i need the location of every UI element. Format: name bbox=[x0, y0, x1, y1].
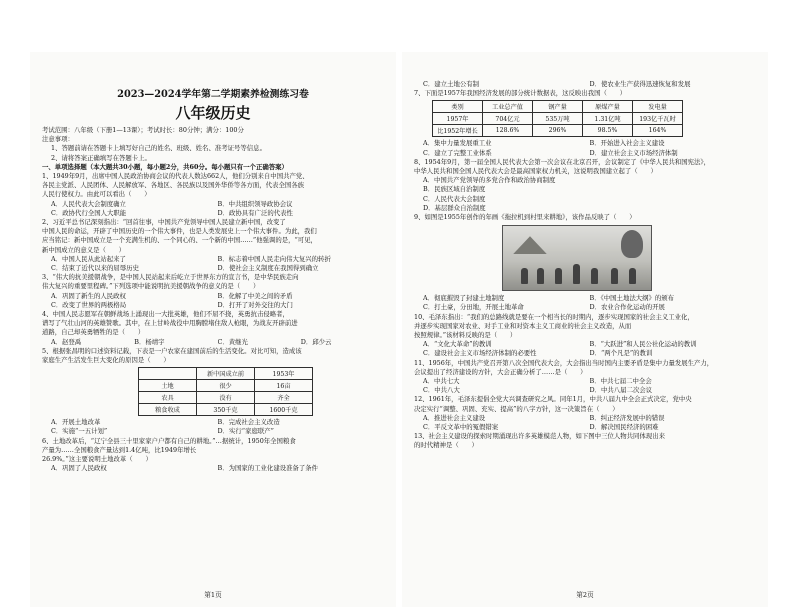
question-line: 3、“伟大的抗美援朝战争，是中国人民站起来后屹立于世界东方的宣言书，是中华民族走向 bbox=[42, 273, 299, 282]
question-line: 1、1949年9月，出席中国人民政治协商会议的代表人数达662人，他们分别来自中国共产党、 bbox=[42, 172, 309, 181]
table-cell: 比1952年增长 bbox=[433, 125, 483, 137]
table-cell: 原煤产量 bbox=[583, 101, 633, 113]
table-cell: 1957年 bbox=[433, 113, 483, 125]
option-a: A．人民代表大会制度确立 bbox=[51, 199, 126, 208]
option-c: C．人民代表大会制度 bbox=[423, 194, 486, 203]
question-12 bbox=[414, 395, 756, 432]
question-line: 应当铭记：新中国成立是一个充满生机的、一个同心的、一个新的中国……”他强调的是，“可见， bbox=[42, 236, 317, 245]
option-c: C．建立土地公有制 bbox=[423, 80, 480, 88]
question-line: 中国人民的命运，开辟了中国历史的一个伟大事件，也是人类发展史上一个伟大事件。为此，我们 bbox=[42, 227, 317, 236]
table-cell: 1600千克 bbox=[255, 404, 313, 416]
option-c: C．结束了近代以来的屈辱历史 bbox=[51, 264, 139, 273]
option-c: C．建立了完整工业体系 bbox=[423, 148, 492, 157]
option-b: B．开始进入社会主义建设 bbox=[589, 139, 665, 148]
question-line: 6、土地改革后，“辽宁全县三十里家家户户都有自己的耕地。”…据统计，1950年全国粮食 bbox=[42, 436, 296, 445]
page-number: 第2页 bbox=[576, 591, 594, 599]
table-cell: 齐全 bbox=[255, 392, 313, 404]
option-a: A．中共七大 bbox=[423, 377, 460, 386]
section-heading: 一、单项选择题（本大题共30小题，每小题2分，共60分。每小题只有一个正确答案） bbox=[42, 162, 288, 171]
table-cell: 类别 bbox=[433, 101, 483, 113]
question-line: 8、1954年9月，第一届全国人民代表大会第一次会议在北京召开，会议制定了《中华人民共和国宪法》， bbox=[414, 157, 710, 166]
question-10 bbox=[414, 313, 756, 359]
option-b: B．为国家的工业化建设准备了条件 bbox=[217, 464, 319, 473]
note-line: 1、答题前请在答题卡上填写好自己的姓名、班级、姓名、准考证号等信息。 bbox=[51, 144, 266, 153]
option-b: B．完成社会主义改造 bbox=[217, 418, 280, 427]
exam-page-1 bbox=[30, 52, 396, 607]
question-line: 5、根据张昌明的口述资料记载，下表是一户农家在建国前后的生活变化。对比可知，造成该 bbox=[42, 346, 302, 355]
question-line: 各民主党派、人民团体、人民解放军、各地区、各民族以及国外华侨等各方面，代表全国各族 bbox=[42, 181, 305, 190]
question-line: 按照规律。”该材料反映的是（ ） bbox=[414, 331, 517, 340]
option-b: B．中共七届二中全会 bbox=[589, 377, 652, 386]
question-line: 9、如图是1955年创作的年画《拖拉机到村里来耕地》，该作品反映了（ ） bbox=[414, 213, 636, 222]
question-line: 家庭生产生活发生巨大变化的原因是（ ） bbox=[42, 356, 170, 365]
table-cell: 535万吨 bbox=[533, 113, 583, 125]
question-line: 产量为……全国粮食产量达到1.4亿吨，比1949年增长 bbox=[42, 445, 197, 454]
option-a: A．“文化大革命”的教训 bbox=[423, 340, 492, 349]
question-9 bbox=[414, 213, 756, 313]
question-4 bbox=[42, 310, 384, 347]
villager-figure bbox=[573, 264, 580, 284]
option-d: D．农业合作化运动的开展 bbox=[589, 303, 665, 312]
exam-title: 2023—2024学年第二学期素养检测练习卷 bbox=[117, 89, 309, 100]
option-a: A．开展土地改革 bbox=[51, 418, 101, 427]
option-b: B．杨靖宇 bbox=[134, 337, 165, 346]
question-line: 的时代精神是（ ） bbox=[414, 441, 478, 450]
option-b: B．民族区域自治制度 bbox=[423, 185, 486, 194]
table-cell: 1953年 bbox=[255, 368, 313, 380]
table-cell: 钢产量 bbox=[533, 101, 583, 113]
option-d: D．“两个凡是”的教训 bbox=[589, 349, 653, 358]
option-d: D．邱少云 bbox=[300, 337, 332, 346]
option-a: A．推进社会主义建设 bbox=[423, 413, 486, 422]
table-cell: 296% bbox=[533, 125, 583, 137]
question-line: 2、习近平总书记深刻指出：“回首往事，中国共产党领导中国人民建立新中国，改变了 bbox=[42, 218, 286, 227]
villager-figure bbox=[537, 268, 544, 284]
option-a: A．集中力量发展重工业 bbox=[423, 139, 492, 148]
economy-table bbox=[432, 100, 683, 137]
question-line: 并逐步实现国家对农业、对手工业和对资本主义工商业的社会主义改造，从而 bbox=[414, 321, 632, 330]
question-line: 12、1961年，毛泽东提倡全党大兴调查研究之风。同年1月，中共八届九中全会正式决定，党中央 bbox=[414, 395, 692, 404]
option-b: B．《中国土地法大纲》的颁布 bbox=[589, 294, 675, 303]
table-cell: 16亩 bbox=[255, 380, 313, 392]
option-c: C．建设社会主义市场经济体制的必要性 bbox=[423, 349, 537, 358]
question-7 bbox=[414, 89, 756, 158]
tractor-new-year-painting bbox=[502, 225, 652, 291]
table-cell bbox=[139, 368, 197, 380]
note-line: 2、请将答案正确填写在答题卡上。 bbox=[51, 153, 151, 162]
option-b: B．标志着中国人民走向伟大复兴的转折 bbox=[217, 254, 331, 263]
option-d: D．解决国民经济的困难 bbox=[589, 423, 659, 432]
villager-figure bbox=[521, 268, 528, 284]
option-a: A．中国人民从此站起来了 bbox=[51, 254, 126, 263]
question-line: 7、下面是1957年我国经济发展的部分统计数据表，这反映出我国（ ） bbox=[414, 89, 627, 98]
question-line: 13、社会主义建设的探索时期涌现出许多英雄模范人物，如下图中三位人物共同体现出来 bbox=[414, 432, 665, 441]
option-d: D．使农业生产获得迅速恢复和发展 bbox=[589, 80, 691, 88]
question-line: 谱写了气壮山河的英雄赞歌。其中，在上甘岭战役中用胸膛堵住敌人枪眼，为战友开辟前进 bbox=[42, 319, 298, 328]
option-d: D．政协具有广泛的代表性 bbox=[217, 208, 293, 217]
option-d: D．建立社会主义市场经济体制 bbox=[589, 148, 678, 157]
villager-figure bbox=[555, 268, 562, 284]
table-cell: 128.6% bbox=[483, 125, 533, 137]
option-b: B．中共组织领导政协会议 bbox=[217, 199, 293, 208]
question-11 bbox=[414, 359, 756, 396]
table-cell: 很少 bbox=[197, 380, 255, 392]
question-13 bbox=[414, 432, 756, 450]
option-c: C．平反文革中的冤假错案 bbox=[423, 423, 499, 432]
question-1 bbox=[42, 172, 384, 218]
question-8 bbox=[414, 158, 756, 213]
option-a: A．赵登禹 bbox=[51, 337, 82, 346]
option-c: C．实施“一五计划” bbox=[51, 427, 108, 436]
option-a: A．彻底摧毁了封建土地制度 bbox=[423, 294, 505, 303]
table-cell: 发电量 bbox=[633, 101, 683, 113]
table-cell: 193亿千瓦时 bbox=[633, 113, 683, 125]
question-6 bbox=[42, 437, 384, 474]
farm-change-table bbox=[138, 367, 313, 416]
question-line: 26.9%。”这主要说明土地改革（ ） bbox=[42, 455, 152, 464]
villager-figure bbox=[629, 268, 636, 284]
table-cell: 农具 bbox=[139, 392, 197, 404]
option-d: D．使社会主义制度在我国得到确立 bbox=[217, 264, 319, 273]
option-a: A．巩固了新生的人民政权 bbox=[51, 291, 126, 300]
exam-info: 考试范围：八年级（下册1—13课）；考试时长：80分钟；满分：100分 bbox=[42, 126, 244, 134]
question-line: 伟大复兴的重要里程碑。”下列选项中能说明抗美援朝战争的意义的是（ ） bbox=[42, 282, 260, 291]
option-a: A．中国共产党领导的多党合作和政治协商制度 bbox=[423, 176, 556, 185]
table-cell: 350千克 bbox=[197, 404, 255, 416]
option-d: D．中共八届二次会议 bbox=[589, 386, 653, 395]
option-c: C．中共八大 bbox=[423, 386, 460, 395]
option-b: B．纠正经济发展中的错误 bbox=[589, 413, 665, 422]
option-d: D．打开了对外交往的大门 bbox=[217, 300, 293, 309]
house-roof bbox=[513, 236, 547, 254]
table-cell: 工业总产值 bbox=[483, 101, 533, 113]
option-d: D．基层群众自治制度 bbox=[423, 203, 486, 212]
option-c: C．打土豪，分田地，开展土地革命 bbox=[423, 303, 524, 312]
note-line: 注意事项： bbox=[42, 135, 74, 144]
question-line: 10、毛泽东指出：“我们的总路线就是要在一个相当长的时期内，逐步实现国家的社会主义工业化， bbox=[414, 312, 694, 321]
option-d: D．实行“家庭联产” bbox=[217, 427, 274, 436]
table-cell: 新中国成立前 bbox=[197, 368, 255, 380]
table-cell: 98.5% bbox=[583, 125, 633, 137]
question-3 bbox=[42, 273, 384, 310]
villager-figure bbox=[611, 268, 618, 284]
question-line: 11、1956年，中国共产党召开第八次全国代表大会，大会指出当时国内主要矛盾是集中力量发展生产力， bbox=[414, 358, 714, 367]
question-line: 道路，自己却英勇牺牲的是（ ） bbox=[42, 328, 145, 337]
table-cell: 土地 bbox=[139, 380, 197, 392]
option-b: B．化解了中美之间的矛盾 bbox=[217, 291, 293, 300]
question-5 bbox=[42, 347, 384, 437]
tree bbox=[621, 230, 643, 258]
question-line: 4、中国人民志愿军在朝鲜战场上涌现出一大批英雄，他们不屈不挠，英勇抗击侵略者， bbox=[42, 310, 289, 319]
table-cell: 164% bbox=[633, 125, 683, 137]
question-line: 新中国成立的意义是（ ） bbox=[42, 245, 126, 254]
question-line: 中华人民共和国全国人民代表大会是最高国家权力机关，这说明我国建立起了（ ） bbox=[414, 167, 657, 176]
question-2 bbox=[42, 218, 384, 273]
exam-page-2 bbox=[402, 52, 768, 607]
table-cell: 粮食收成 bbox=[139, 404, 197, 416]
question-line: 决定实行“调整、巩固、充实、提高”的八字方针，这一决策旨在（ ） bbox=[414, 404, 619, 413]
exam-subject: 八年级历史 bbox=[175, 104, 251, 122]
option-c: C．改变了世界的两极格局 bbox=[51, 300, 127, 309]
option-c: C．政协代行全国人大职能 bbox=[51, 208, 127, 217]
page-number: 第1页 bbox=[204, 591, 222, 599]
question-line: 会议提出了经济建设的方针，大会正确分析了……是（ ） bbox=[414, 367, 587, 376]
table-cell: 没有 bbox=[197, 392, 255, 404]
option-a: A．巩固了人民政权 bbox=[51, 464, 107, 473]
option-c: C．黄继光 bbox=[217, 337, 248, 346]
table-cell: 1.31亿吨 bbox=[583, 113, 633, 125]
question-line: 人民行使权力。由此可以看出（ ） bbox=[42, 190, 151, 199]
option-b: B．“大跃进”和人民公社化运动的教训 bbox=[589, 340, 697, 349]
villager-figure bbox=[591, 268, 598, 284]
table-cell: 704亿元 bbox=[483, 113, 533, 125]
